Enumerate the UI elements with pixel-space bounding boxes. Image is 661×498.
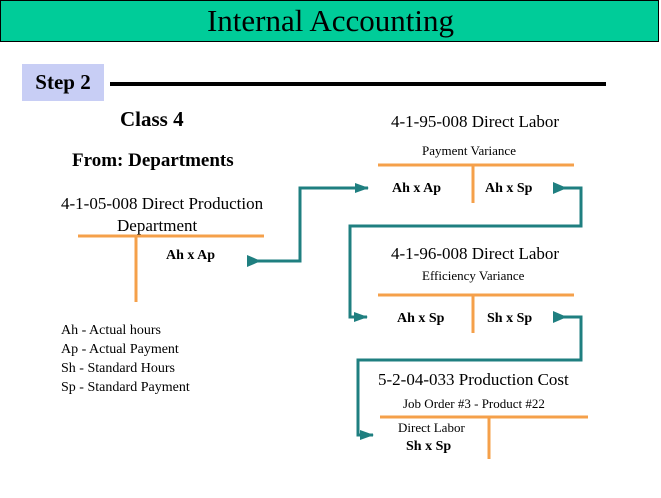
legend-item: Sh - Standard Hours: [61, 361, 175, 376]
flow-arrow-left-start: [247, 255, 261, 267]
efficiency-right-entry: Sh x Sp: [487, 311, 533, 326]
production-account-subtitle: Job Order #3 - Product #22: [403, 396, 545, 411]
left-account-entry: Ah x Ap: [166, 248, 216, 263]
production-entry-label: Direct Labor: [398, 420, 465, 435]
legend-item: Ap - Actual Payment: [61, 342, 179, 357]
payment-left-entry: Ah x Ap: [392, 181, 442, 196]
left-account-name-line2: Department: [117, 216, 198, 235]
flow-arrow-efficiency-start: [553, 311, 567, 323]
efficiency-account-subtitle: Efficiency Variance: [422, 268, 525, 283]
efficiency-left-entry: Ah x Sp: [397, 311, 445, 326]
payment-account-name: 4-1-95-008 Direct Labor: [391, 112, 560, 131]
class-heading: Class 4: [120, 107, 184, 131]
payment-account-subtitle: Payment Variance: [422, 143, 516, 158]
from-heading: From: Departments: [72, 150, 234, 171]
left-account-name-line1: 4-1-05-008 Direct Production: [61, 194, 264, 213]
payment-right-entry: Ah x Sp: [485, 181, 533, 196]
legend-item: Ah - Actual hours: [61, 323, 161, 338]
page-title: Internal Accounting: [206, 3, 455, 38]
flow-arrow-payment-start: [553, 182, 567, 194]
production-account-name: 5-2-04-033 Production Cost: [378, 370, 569, 389]
production-entry: Sh x Sp: [406, 439, 452, 454]
legend-item: Sp - Standard Payment: [61, 380, 190, 395]
step-label: Step 2: [35, 70, 91, 94]
t-account-left: [78, 236, 264, 302]
efficiency-account-name: 4-1-96-008 Direct Labor: [391, 244, 560, 263]
